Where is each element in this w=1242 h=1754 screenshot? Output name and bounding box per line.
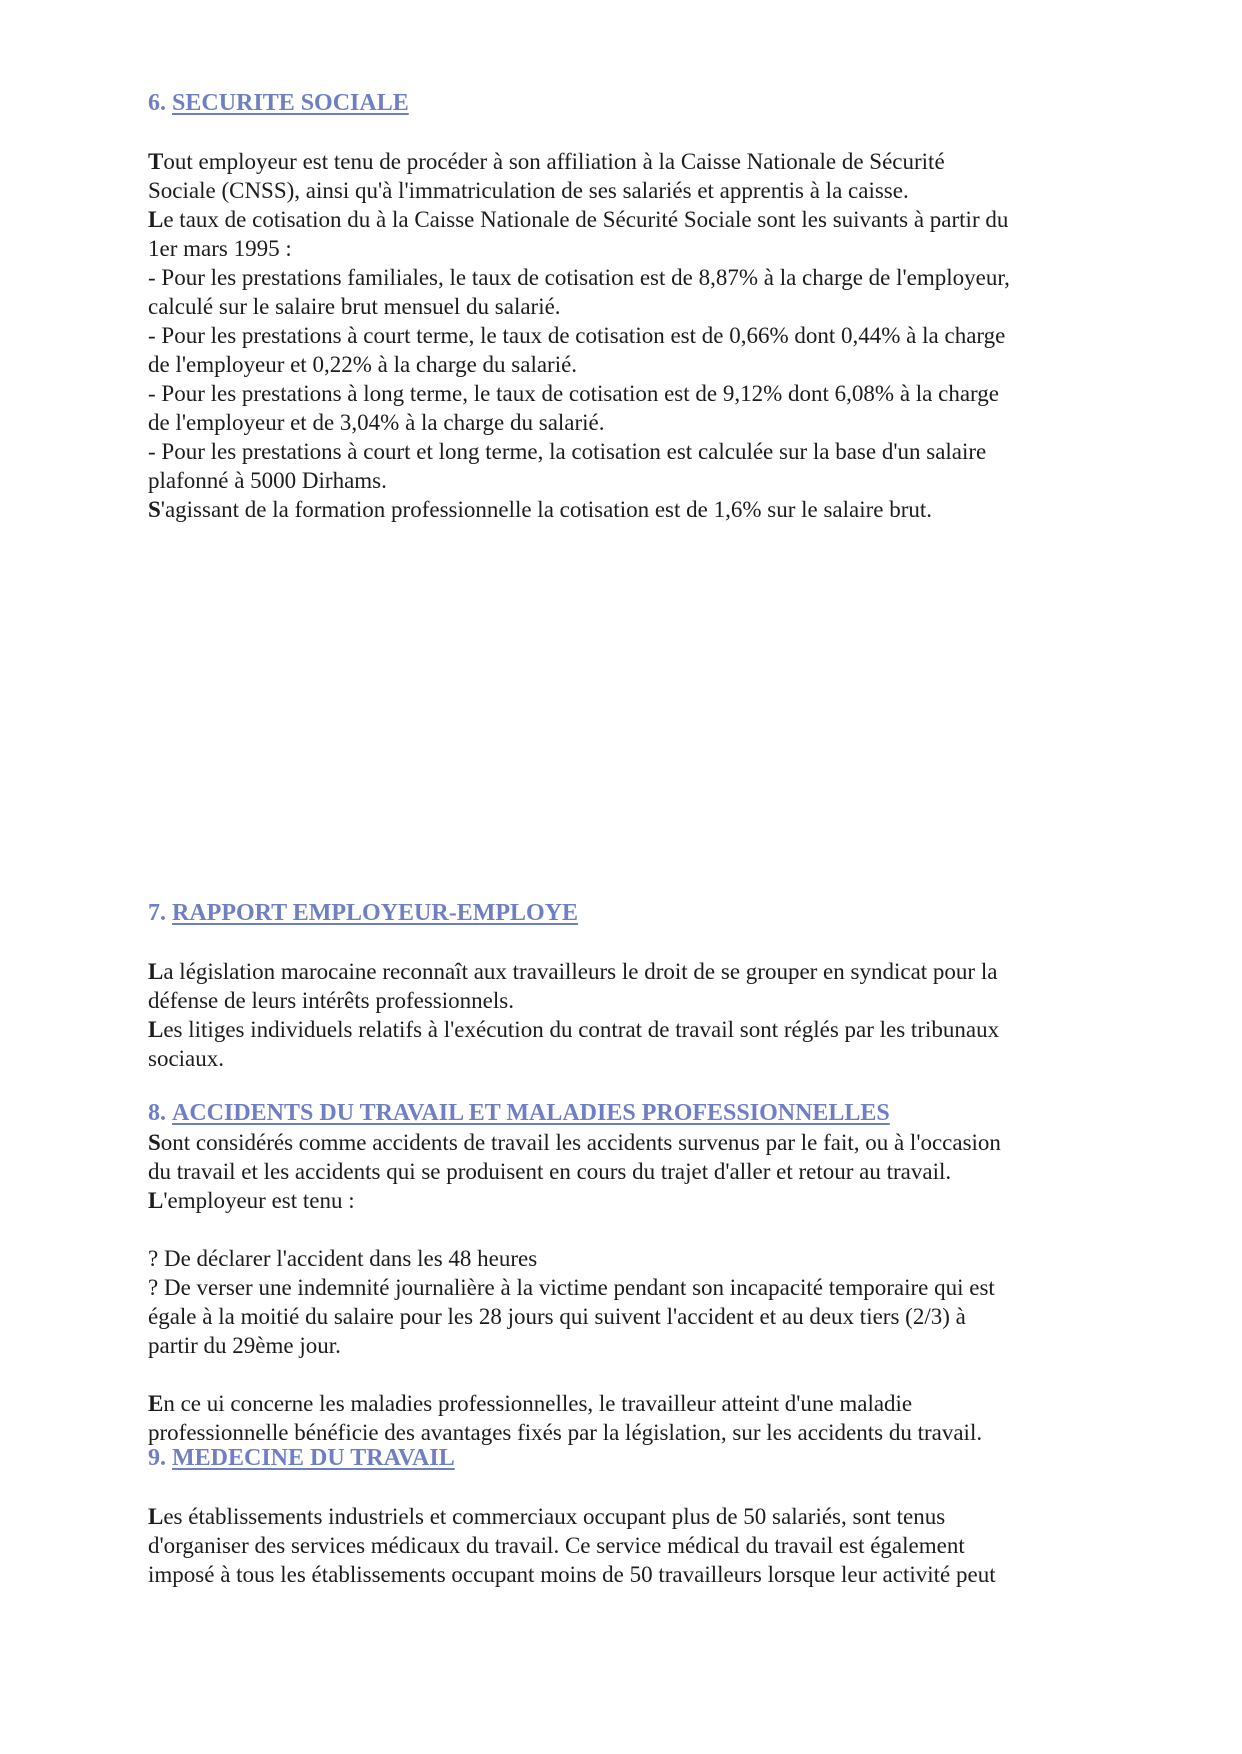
- line-text: - Pour les prestations familiales, le taux de cotisation est de 8,87% à la charge de l'employeur,: [148, 265, 1010, 290]
- section-heading: [148, 1098, 1108, 1128]
- line-text: - Pour les prestations à court et long terme, la cotisation est calculée sur la base d'un salaire: [148, 439, 987, 464]
- line-text: 'employeur est tenu :: [163, 1188, 355, 1213]
- line-text: ? De déclarer l'accident dans les 48 heures: [148, 1246, 538, 1271]
- line-text: es établissements industriels et commerciaux occupant plus de 50 salariés, sont tenus: [163, 1504, 946, 1529]
- line-text: 'agissant de la formation professionnelle la cotisation est de 1,6% sur le salaire brut.: [160, 497, 933, 522]
- line-text: ont considérés comme accidents de travail les accidents survenus par le fait, ou à l'occasion: [160, 1130, 1001, 1155]
- section-title: ACCIDENTS DU TRAVAIL ET MALADIES PROFESSIONNELLES: [172, 1100, 890, 1126]
- line-text: e taux de cotisation du à la Caisse Nationale de Sécurité Sociale sont les suivants à partir du: [163, 207, 1009, 232]
- section-body: [148, 1502, 1108, 1589]
- line-text: ? De verser une indemnité journalière à la victime pendant son incapacité temporaire qui est: [148, 1275, 995, 1300]
- text-line: [148, 1186, 1108, 1215]
- section-body: [148, 1128, 1108, 1215]
- line-text: du travail et les accidents qui se produisent en cours du trajet d'aller et retour au travail.: [148, 1159, 952, 1184]
- text-line: [148, 1273, 1108, 1302]
- text-line: [148, 379, 1108, 408]
- section-body: [148, 957, 1108, 1073]
- section-heading: [148, 88, 1108, 118]
- section-body-maladies: [148, 1389, 1108, 1447]
- section-medecine-du-travail: [148, 1443, 1108, 1589]
- text-line: [148, 1331, 1108, 1360]
- line-text: Sociale (CNSS), ainsi qu'à l'immatriculation de ses salariés et apprentis à la caisse.: [148, 178, 909, 203]
- text-line: [148, 957, 1108, 986]
- line-text: d'organiser des services médicaux du travail. Ce service médical du travail est également: [148, 1533, 965, 1558]
- text-line: [148, 234, 1108, 263]
- initial-letter: E: [148, 1391, 164, 1416]
- section-securite-sociale: [148, 88, 1108, 524]
- section-title: RAPPORT EMPLOYEUR-EMPLOYE: [172, 900, 579, 926]
- initial-letter: L: [148, 207, 164, 232]
- section-accidents-du-travail: [148, 1098, 1108, 1447]
- line-text: professionnelle bénéficie des avantages fixés par la législation, sur les accidents du travail.: [148, 1420, 983, 1445]
- text-line: [148, 1044, 1108, 1073]
- initial-letter: S: [148, 1130, 161, 1155]
- line-text: - Pour les prestations à court terme, le taux de cotisation est de 0,66% dont 0,44% à la charge: [148, 323, 1006, 348]
- line-text: 1er mars 1995 :: [148, 236, 292, 261]
- section-title: MEDECINE DU TRAVAIL: [172, 1445, 455, 1471]
- line-text: défense de leurs intérêts professionnels.: [148, 988, 514, 1013]
- text-line: [148, 466, 1108, 495]
- text-line: [148, 1389, 1108, 1418]
- line-text: plafonné à 5000 Dirhams.: [148, 468, 387, 493]
- line-text: calculé sur le salaire brut mensuel du salarié.: [148, 294, 561, 319]
- text-line: [148, 1302, 1108, 1331]
- text-line: [148, 437, 1108, 466]
- section-number: 7.: [148, 900, 166, 926]
- line-text: partir du 29ème jour.: [148, 1333, 341, 1358]
- line-text: de l'employeur et de 3,04% à la charge du salarié.: [148, 410, 605, 435]
- text-line: [148, 263, 1108, 292]
- initial-letter: L: [148, 959, 164, 984]
- section-heading: [148, 898, 1108, 928]
- text-line: [148, 495, 1108, 524]
- text-line: [148, 1128, 1108, 1157]
- text-line: [148, 1531, 1108, 1560]
- line-text: égale à la moitié du salaire pour les 28 jours qui suivent l'accident et au deux tiers (2/3) à: [148, 1304, 966, 1329]
- text-line: [148, 176, 1108, 205]
- section-body: [148, 147, 1108, 524]
- text-line: [148, 1502, 1108, 1531]
- text-line: [148, 1015, 1108, 1044]
- section-number: 6.: [148, 90, 166, 116]
- section-heading: [148, 1443, 1108, 1473]
- section-number: 8.: [148, 1100, 166, 1126]
- line-text: - Pour les prestations à long terme, le taux de cotisation est de 9,12% dont 6,08% à la charge: [148, 381, 999, 406]
- initial-letter: L: [148, 1188, 164, 1213]
- text-line: [148, 1244, 1108, 1273]
- line-text: sociaux.: [148, 1046, 225, 1071]
- text-line: [148, 147, 1108, 176]
- initial-letter: T: [148, 149, 164, 174]
- text-line: [148, 408, 1108, 437]
- initial-letter: S: [148, 497, 161, 522]
- text-line: [148, 321, 1108, 350]
- section-rapport-employeur-employe: [148, 898, 1108, 1073]
- text-line: [148, 350, 1108, 379]
- text-line: [148, 1560, 1108, 1589]
- text-line: [148, 292, 1108, 321]
- text-line: [148, 1157, 1108, 1186]
- line-text: n ce ui concerne les maladies professionnelles, le travailleur atteint d'une maladie: [163, 1391, 913, 1416]
- section-number: 9.: [148, 1445, 166, 1471]
- obligations-list: [148, 1244, 1108, 1360]
- line-text: de l'employeur et 0,22% à la charge du salarié.: [148, 352, 578, 377]
- line-text: a législation marocaine reconnaît aux travailleurs le droit de se grouper en syndicat pour la: [163, 959, 998, 984]
- section-title: SECURITE SOCIALE: [172, 90, 409, 116]
- line-text: es litiges individuels relatifs à l'exécution du contrat de travail sont réglés par les tribunaux: [163, 1017, 1000, 1042]
- initial-letter: L: [148, 1504, 164, 1529]
- text-line: [148, 986, 1108, 1015]
- line-text: out employeur est tenu de procéder à son affiliation à la Caisse Nationale de Sécurité: [163, 149, 945, 174]
- text-line: [148, 205, 1108, 234]
- line-text: imposé à tous les établissements occupant moins de 50 travailleurs lorsque leur activité peut: [148, 1562, 996, 1587]
- initial-letter: L: [148, 1017, 164, 1042]
